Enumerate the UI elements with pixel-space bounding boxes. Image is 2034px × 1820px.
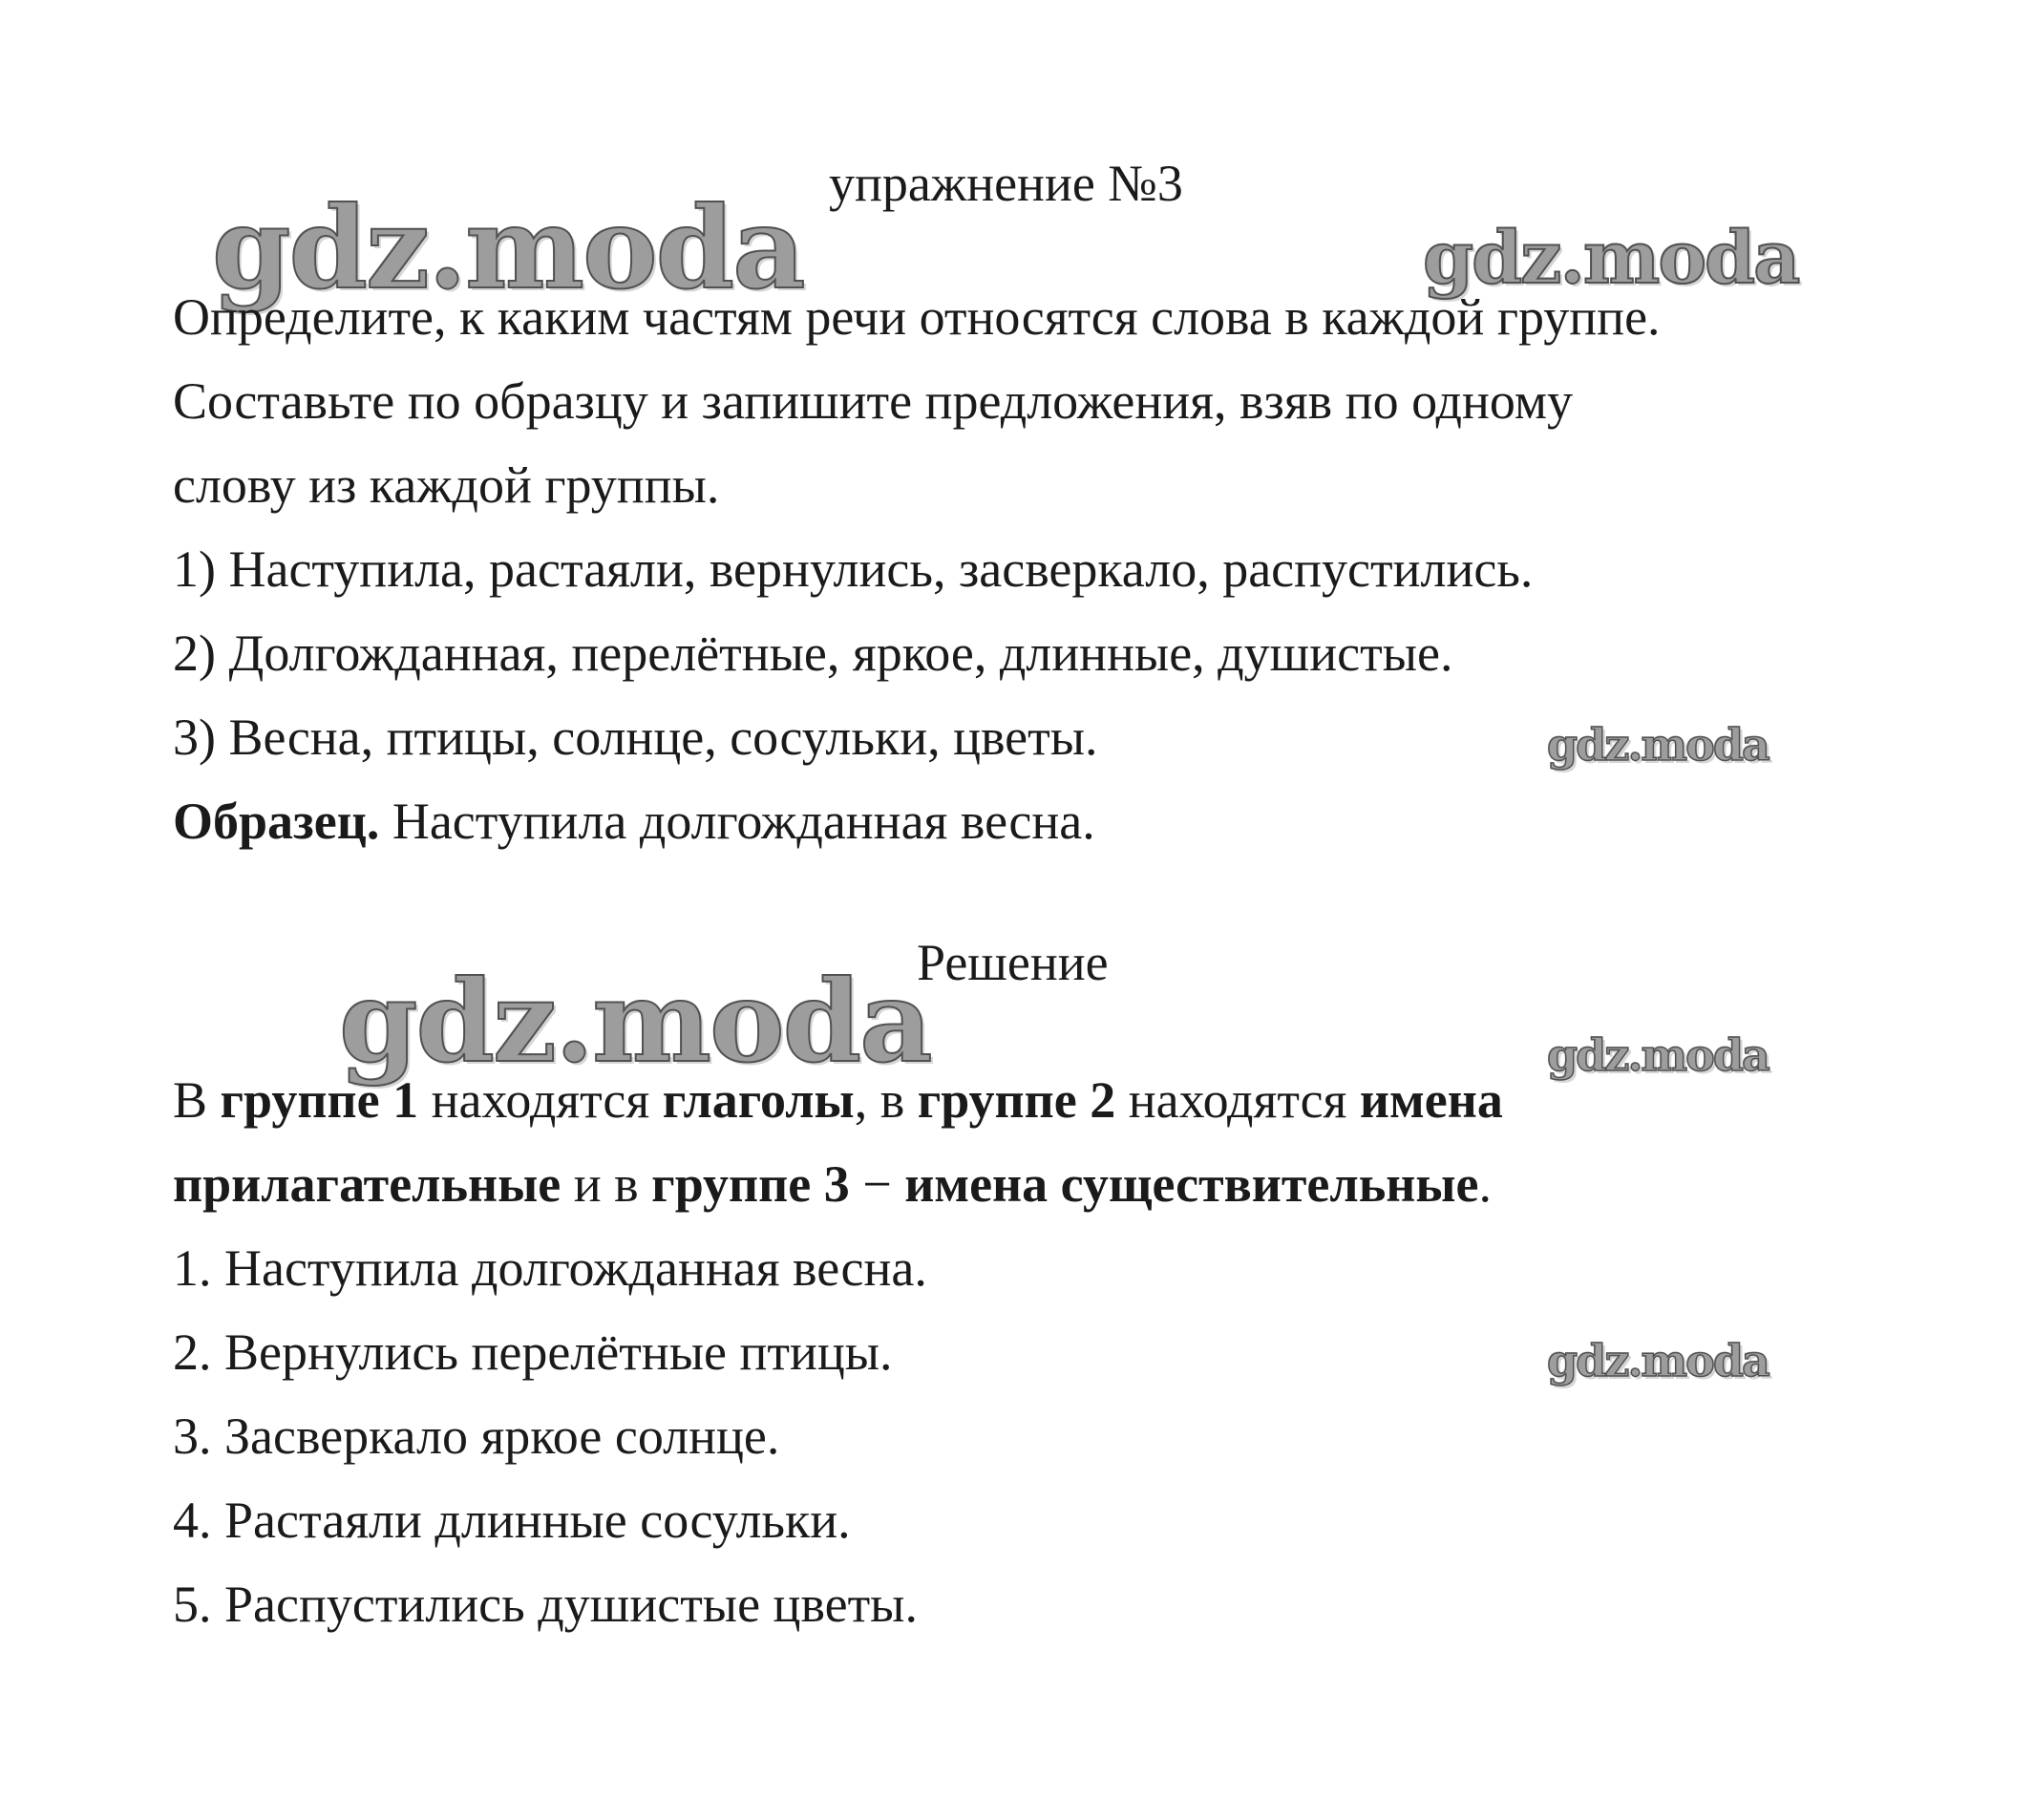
bold-text-segment: группе 2: [917, 1071, 1116, 1129]
group-3: 3) Весна, птицы, солнце, сосульки, цветы.: [173, 709, 1098, 766]
text-segment: В: [173, 1071, 221, 1129]
sample-text: Наступила долгожданная весна.: [379, 793, 1095, 850]
bold-text-segment: имена: [1359, 1071, 1503, 1129]
solution-intro-line-1: [173, 1069, 1503, 1131]
group-2: 2) Долгожданная, перелётные, яркое, длинные, душистые.: [173, 624, 1453, 682]
solution-sentence-2: 2. Вернулись перелётные птицы.: [173, 1323, 893, 1381]
sample-line: [173, 791, 1095, 852]
solution-sentence-4: 4. Растаяли длинные сосульки.: [173, 1492, 851, 1549]
watermark-logo-top-left: gdz.moda: [212, 181, 804, 314]
task-line-1: Определите, к каким частям речи относятся слова в каждой группе.: [173, 288, 1661, 346]
group-1: 1) Наступила, растаяли, вернулись, засверкало, распустились.: [173, 540, 1534, 598]
exercise-title: упражнение №3: [829, 155, 1183, 212]
bold-text-segment: группе 1: [220, 1071, 419, 1129]
text-segment: −: [849, 1155, 905, 1213]
solution-sentence-3: 3. Засверкало яркое солнце.: [173, 1407, 780, 1465]
bold-text-segment: группе 3: [651, 1155, 850, 1213]
watermark-logo-top-right: gdz.moda: [1423, 215, 1799, 300]
solution-sentence-5: 5. Распустились душистые цветы.: [173, 1576, 918, 1633]
text-segment: находятся: [1115, 1071, 1360, 1129]
watermark-logo-lower-right: gdz.moda: [1547, 1335, 1769, 1386]
solution-title: Решение: [917, 934, 1109, 991]
text-segment: находятся: [418, 1071, 663, 1129]
text-segment: , в: [854, 1071, 918, 1129]
watermark-logo-solution: gdz.moda: [339, 955, 931, 1088]
task-line-2: Составьте по образцу и запишите предложения, взяв по одному: [173, 372, 1574, 430]
solution-intro-line-2: [173, 1153, 1492, 1215]
bold-text-segment: имена существительные: [904, 1155, 1479, 1213]
bold-text-segment: прилагательные: [173, 1155, 561, 1213]
text-segment: .: [1478, 1155, 1492, 1213]
solution-sentence-1: 1. Наступила долгожданная весна.: [173, 1239, 927, 1297]
watermark-logo-mid-right: gdz.moda: [1547, 719, 1769, 771]
text-segment: и в: [561, 1155, 652, 1213]
watermark-logo-solution-right: gdz.moda: [1547, 1029, 1769, 1081]
bold-text-segment: глаголы: [662, 1071, 855, 1129]
sample-label: Образец.: [173, 793, 380, 850]
task-line-3: слову из каждой группы.: [173, 456, 720, 514]
